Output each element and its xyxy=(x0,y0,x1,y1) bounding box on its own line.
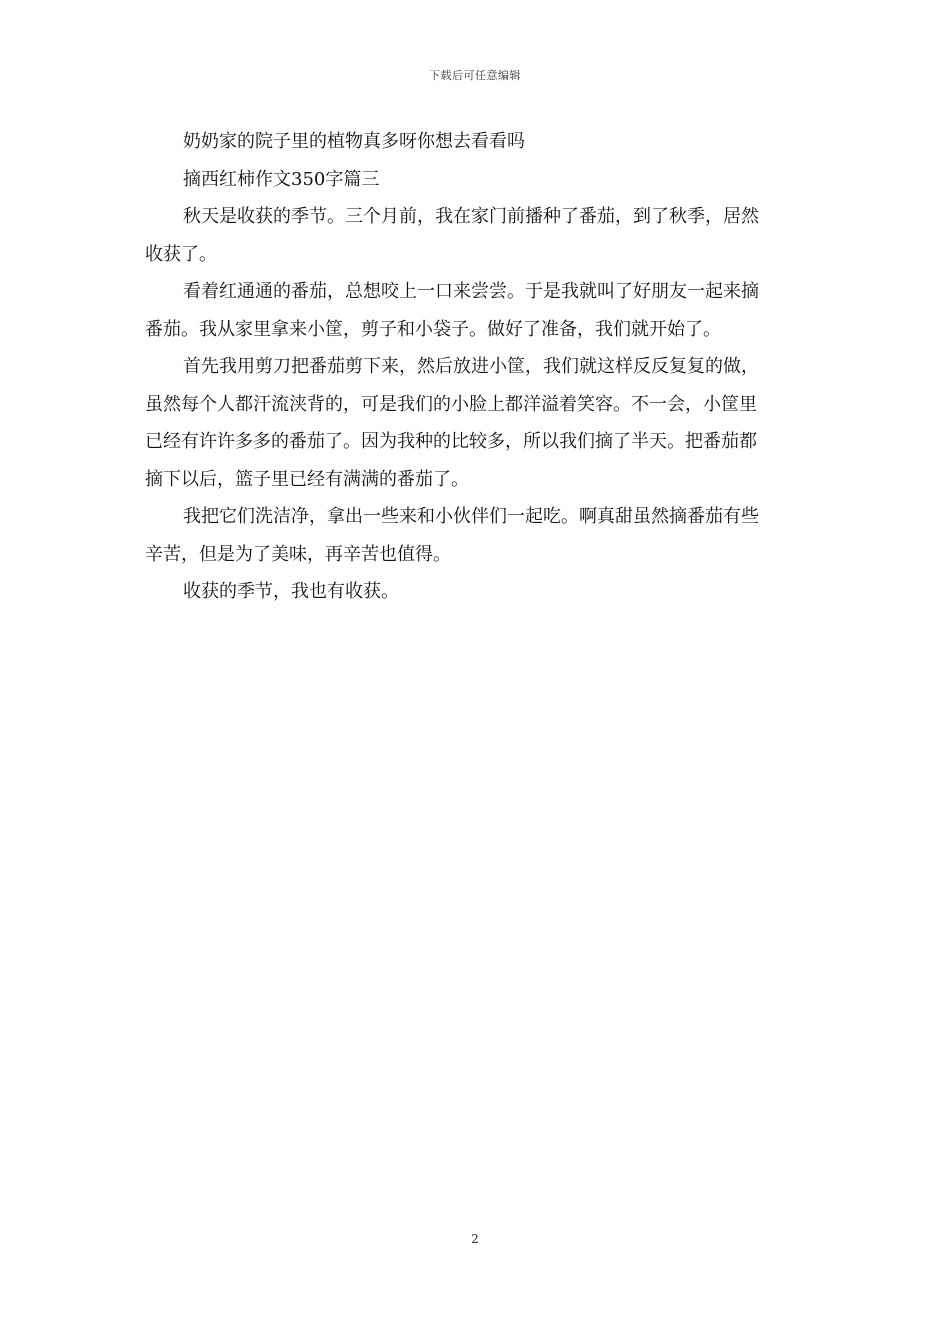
paragraph-line: 番茄。我从家里拿来小筐，剪子和小袋子。做好了准备，我们就开始了。 xyxy=(145,318,721,340)
paragraph-line: 看着红通通的番茄，总想咬上一口来尝尝。于是我就叫了好朋友一起来摘 xyxy=(183,281,759,302)
paragraph-line: 我把它们洗洁净，拿出一些来和小伙伴们一起吃。啊真甜虽然摘番茄有些 xyxy=(183,506,759,527)
page-header: 下载后可任意编辑 xyxy=(429,69,521,82)
paragraph-line: 秋天是收获的季节。三个月前，我在家门前播种了番茄，到了秋季，居然 xyxy=(183,206,759,227)
paragraph-line: 收获了。 xyxy=(145,243,217,265)
page-number: 2 xyxy=(471,1232,479,1246)
paragraph-line: 奶奶家的院子里的植物真多呀你想去看看吗 xyxy=(183,131,525,152)
section-title: 摘西红柿作文350字篇三 xyxy=(183,168,380,190)
paragraph-line: 虽然每个人都汗流浃背的，可是我们的小脸上都洋溢着笑容。不一会，小筐里 xyxy=(145,393,757,415)
paragraph-line: 首先我用剪刀把番茄剪下来，然后放进小筐，我们就这样反反复复的做， xyxy=(183,356,759,377)
paragraph-line: 已经有许许多多的番茄了。因为我种的比较多，所以我们摘了半天。把番茄都 xyxy=(145,431,757,452)
paragraph-line: 摘下以后，篮子里已经有满满的番茄了。 xyxy=(145,468,469,490)
paragraph-line: 收获的季节，我也有收获。 xyxy=(183,581,399,602)
document-body xyxy=(145,123,810,611)
paragraph-line: 辛苦，但是为了美味，再辛苦也值得。 xyxy=(145,543,451,565)
